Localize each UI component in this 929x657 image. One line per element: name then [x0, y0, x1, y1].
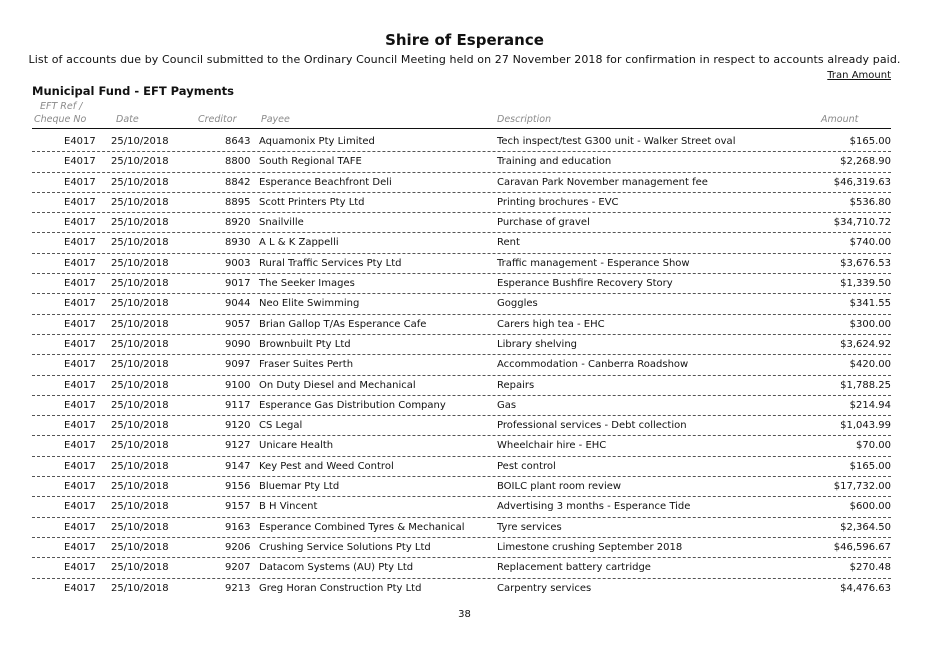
table-row [32, 193, 891, 213]
cell-payee: On Duty Diesel and Mechanical [259, 379, 416, 391]
cell-amount: $2,268.90 [840, 156, 891, 168]
cell-date: 25/10/2018 [111, 237, 169, 249]
cell-amount: $46,596.67 [833, 541, 891, 553]
cell-amount: $2,364.50 [840, 521, 891, 533]
cell-payee: Bluemar Pty Ltd [259, 481, 340, 493]
cell-description: Limestone crushing September 2018 [497, 541, 683, 553]
cell-payee: Aquamonix Pty Limited [259, 136, 375, 147]
table-row [32, 538, 891, 558]
cell-description: Advertising 3 months - Esperance Tide [497, 501, 691, 513]
cell-amount: $3,624.92 [840, 338, 891, 350]
cell-date: 25/10/2018 [111, 521, 169, 533]
cell-amount: $46,319.63 [833, 176, 891, 188]
cell-description: Gas [497, 399, 517, 411]
cell-description: Pest control [497, 460, 556, 472]
cell-date: 25/10/2018 [111, 379, 169, 391]
page-title: Shire of Esperance [385, 31, 544, 49]
cell-creditor-no: 8895 [225, 196, 251, 208]
cell-amount: $1,788.25 [840, 379, 891, 391]
cell-description: Printing brochures - EVC [497, 196, 619, 208]
cell-date: 25/10/2018 [111, 318, 169, 330]
table-row [32, 315, 891, 335]
table-row [32, 436, 891, 456]
cell-eft-ref: E4017 [64, 156, 96, 168]
cell-payee: Fraser Suites Perth [259, 359, 354, 371]
cell-description: BOILC plant room review [497, 481, 622, 493]
cell-amount: $17,732.00 [833, 481, 891, 493]
cell-creditor-no: 8842 [225, 176, 251, 188]
cell-description: Replacement battery cartridge [497, 562, 651, 574]
table-row [32, 477, 891, 497]
column-header-creditor: Creditor [198, 114, 237, 125]
cell-description: Carers high tea - EHC [497, 318, 605, 330]
page-subtitle: List of accounts due by Council submitted to the Ordinary Council Meeting held on 27 November 2018 for confirmation in respect to accounts already paid. [28, 53, 901, 66]
cell-payee: Brian Gallop T/As Esperance Cafe [259, 318, 427, 330]
cell-eft-ref: E4017 [64, 460, 96, 472]
cell-description: Repairs [497, 379, 535, 391]
cell-date: 25/10/2018 [111, 440, 169, 452]
cell-eft-ref: E4017 [64, 379, 96, 391]
cell-creditor-no: 9117 [225, 399, 251, 411]
cell-amount: $214.94 [849, 399, 891, 411]
table-row [32, 173, 891, 193]
cell-creditor-no: 9157 [225, 501, 251, 513]
cell-date: 25/10/2018 [111, 501, 169, 513]
fund-title: Municipal Fund - EFT Payments [32, 84, 235, 98]
cell-eft-ref: E4017 [64, 278, 96, 290]
cell-payee: CS Legal [259, 420, 303, 432]
cell-date: 25/10/2018 [111, 278, 169, 290]
cell-amount: $536.80 [849, 196, 891, 208]
cell-date: 25/10/2018 [111, 541, 169, 553]
cell-payee: Brownbuilt Pty Ltd [259, 338, 351, 350]
cell-eft-ref: E4017 [64, 541, 96, 553]
table-row [32, 355, 891, 375]
table-row [32, 132, 891, 152]
cell-date: 25/10/2018 [111, 196, 169, 208]
cell-eft-ref: E4017 [64, 298, 96, 310]
table-row [32, 396, 891, 416]
cell-payee: Snailville [259, 217, 304, 229]
cell-date: 25/10/2018 [111, 460, 169, 472]
cell-eft-ref: E4017 [64, 582, 96, 594]
table-row [32, 416, 891, 436]
cell-description: Carpentry services [497, 582, 592, 594]
cell-amount: $70.00 [856, 440, 891, 452]
cell-date: 25/10/2018 [111, 359, 169, 371]
cell-creditor-no: 9090 [225, 338, 251, 350]
cell-amount: $1,043.99 [840, 420, 891, 432]
cell-eft-ref: E4017 [64, 399, 96, 411]
cell-description: Library shelving [497, 338, 578, 350]
cell-payee: Rural Traffic Services Pty Ltd [259, 257, 402, 269]
cell-eft-ref: E4017 [64, 257, 96, 269]
cell-date: 25/10/2018 [111, 481, 169, 493]
table-row [32, 152, 891, 172]
cell-description: Traffic management - Esperance Show [497, 257, 690, 269]
cell-payee: Crushing Service Solutions Pty Ltd [259, 541, 431, 553]
cell-amount: $3,676.53 [840, 257, 891, 269]
cell-creditor-no: 8920 [225, 217, 251, 229]
table-row [32, 213, 891, 233]
cell-creditor-no: 9120 [225, 420, 251, 432]
cell-description: Purchase of gravel [497, 217, 590, 229]
cell-payee: Neo Elite Swimming [259, 298, 360, 310]
cell-amount: $341.55 [849, 298, 891, 310]
cell-creditor-no: 9147 [225, 460, 251, 472]
table-row [32, 254, 891, 274]
cell-creditor-no: 8800 [225, 156, 251, 168]
cell-payee: Datacom Systems (AU) Pty Ltd [259, 562, 414, 574]
cell-amount: $165.00 [849, 460, 891, 472]
cell-payee: Esperance Gas Distribution Company [259, 399, 446, 411]
cell-description: Caravan Park November management fee [497, 176, 708, 188]
cell-eft-ref: E4017 [64, 217, 96, 229]
cell-date: 25/10/2018 [111, 257, 169, 269]
cell-eft-ref: E4017 [64, 562, 96, 574]
cell-eft-ref: E4017 [64, 359, 96, 371]
cell-payee: B H Vincent [259, 501, 318, 513]
table-row [32, 233, 891, 253]
column-header-ref-line2: Cheque No [34, 114, 87, 125]
cell-description: Professional services - Debt collection [497, 420, 687, 432]
cell-creditor-no: 8930 [225, 237, 251, 249]
cell-payee: Esperance Combined Tyres & Mechanical [259, 521, 465, 533]
cell-eft-ref: E4017 [64, 481, 96, 493]
column-header-ref-line1: EFT Ref / [40, 101, 83, 112]
cell-description: Esperance Bushfire Recovery Story [497, 278, 673, 290]
cell-payee: Key Pest and Weed Control [259, 460, 394, 472]
cell-payee: Scott Printers Pty Ltd [259, 196, 365, 208]
cell-creditor-no: 9127 [225, 440, 251, 452]
cell-date: 25/10/2018 [111, 338, 169, 350]
table-row [32, 376, 891, 396]
cell-amount: $165.00 [849, 136, 891, 147]
cell-eft-ref: E4017 [64, 237, 96, 249]
cell-eft-ref: E4017 [64, 440, 96, 452]
cell-date: 25/10/2018 [111, 298, 169, 310]
cell-description: Accommodation - Canberra Roadshow [497, 359, 689, 371]
cell-creditor-no: 9017 [225, 278, 251, 290]
column-header-payee: Payee [261, 114, 290, 125]
cell-amount: $1,339.50 [840, 278, 891, 290]
cell-date: 25/10/2018 [111, 136, 169, 147]
cell-payee: The Seeker Images [259, 278, 355, 290]
cell-creditor-no: 9206 [225, 541, 251, 553]
cell-date: 25/10/2018 [111, 420, 169, 432]
cell-eft-ref: E4017 [64, 501, 96, 513]
cell-payee: Greg Horan Construction Pty Ltd [259, 582, 422, 594]
cell-creditor-no: 9003 [225, 257, 251, 269]
header-rule [32, 128, 891, 129]
cell-date: 25/10/2018 [111, 156, 169, 168]
cell-eft-ref: E4017 [64, 196, 96, 208]
cell-creditor-no: 9213 [225, 582, 251, 594]
cell-eft-ref: E4017 [64, 176, 96, 188]
table-row [32, 497, 891, 517]
cell-payee: Unicare Health [259, 440, 334, 452]
cell-description: Wheelchair hire - EHC [497, 440, 607, 452]
table-row [32, 294, 891, 314]
cell-description: Tyre services [497, 521, 562, 533]
cell-date: 25/10/2018 [111, 562, 169, 574]
cell-eft-ref: E4017 [64, 420, 96, 432]
cell-date: 25/10/2018 [111, 399, 169, 411]
column-header-amount: Amount [821, 114, 859, 125]
cell-creditor-no: 8643 [225, 136, 251, 147]
cell-amount: $34,710.72 [833, 217, 891, 229]
cell-creditor-no: 9100 [225, 379, 251, 391]
cell-amount: $740.00 [849, 237, 891, 249]
column-header-description: Description [497, 114, 552, 125]
cell-creditor-no: 9156 [225, 481, 251, 493]
cell-description: Rent [497, 237, 520, 249]
cell-creditor-no: 9207 [225, 562, 251, 574]
cell-amount: $300.00 [849, 318, 891, 330]
cell-eft-ref: E4017 [64, 338, 96, 350]
cell-amount: $600.00 [849, 501, 891, 513]
column-header-date: Date [116, 114, 139, 125]
cell-creditor-no: 9097 [225, 359, 251, 371]
cell-eft-ref: E4017 [64, 318, 96, 330]
cell-creditor-no: 9163 [225, 521, 251, 533]
cell-date: 25/10/2018 [111, 582, 169, 594]
table-row [32, 579, 891, 598]
page-number: 38 [458, 609, 471, 620]
cell-creditor-no: 9044 [225, 298, 251, 310]
cell-eft-ref: E4017 [64, 136, 96, 147]
cell-payee: Esperance Beachfront Deli [259, 176, 392, 188]
cell-description: Goggles [497, 298, 538, 310]
tran-amount-label: Tran Amount [827, 70, 891, 81]
table-row [32, 518, 891, 538]
cell-eft-ref: E4017 [64, 521, 96, 533]
table-row [32, 457, 891, 477]
table-row [32, 274, 891, 294]
cell-description: Tech inspect/test G300 unit - Walker Street oval [497, 136, 736, 147]
cell-amount: $270.48 [849, 562, 891, 574]
table-row [32, 335, 891, 355]
cell-date: 25/10/2018 [111, 176, 169, 188]
cell-amount: $420.00 [849, 359, 891, 371]
cell-payee: A L & K Zappelli [259, 237, 339, 249]
cell-date: 25/10/2018 [111, 217, 169, 229]
payments-table [32, 132, 891, 598]
cell-payee: South Regional TAFE [259, 156, 362, 168]
cell-description: Training and education [497, 156, 612, 168]
cell-amount: $4,476.63 [840, 582, 891, 594]
cell-creditor-no: 9057 [225, 318, 251, 330]
table-row [32, 558, 891, 578]
